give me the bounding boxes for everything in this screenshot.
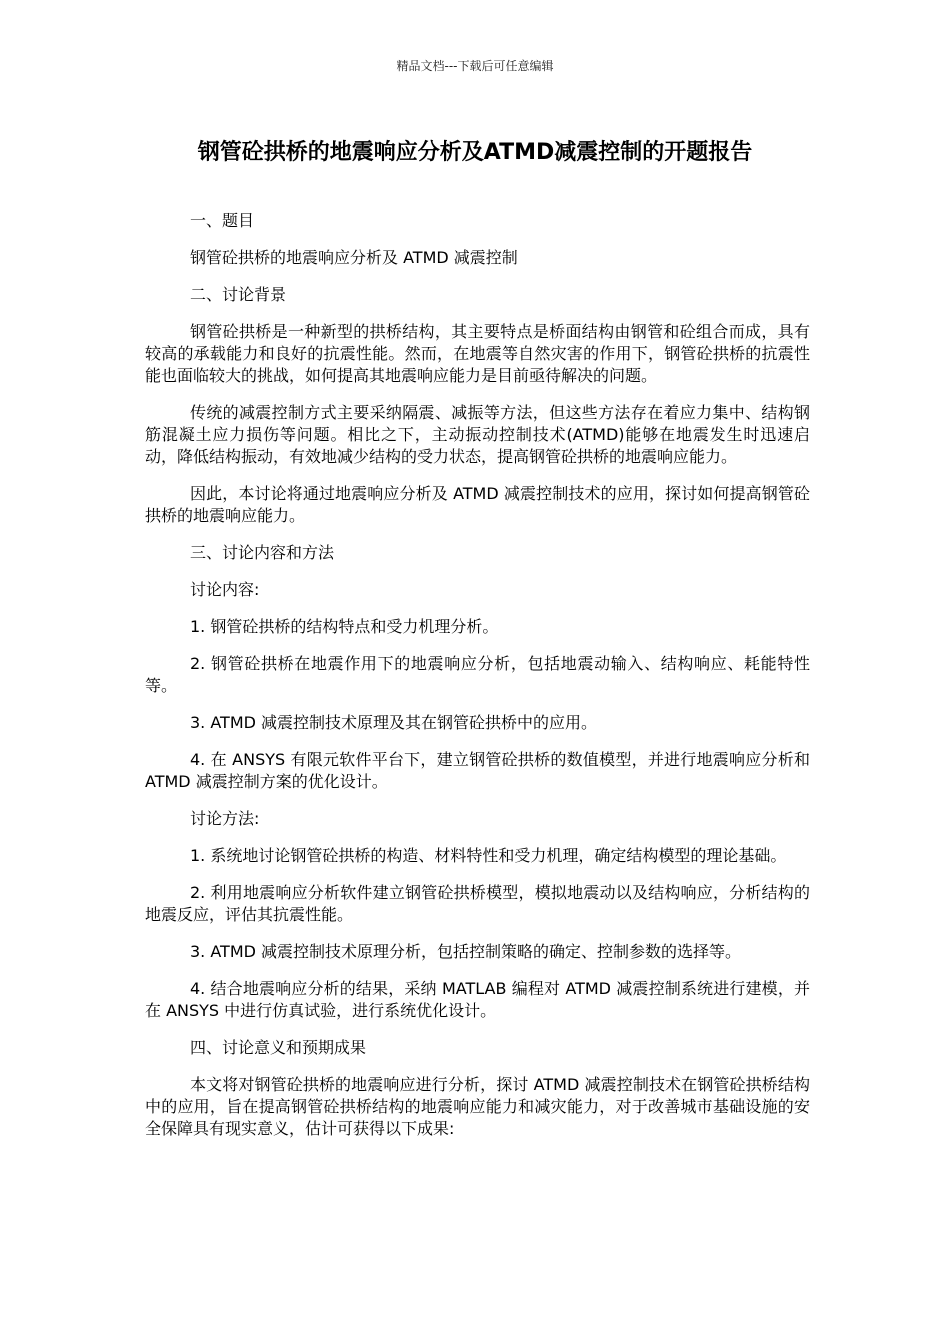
subheading-content: 讨论内容: <box>190 580 260 599</box>
document-title: 钢管砼拱桥的地震响应分析及ATMD减震控制的开题报告 <box>197 140 753 165</box>
section-heading-topic: 一、题目 <box>190 211 255 230</box>
section-heading-significance: 四、讨论意义和预期成果 <box>190 1038 367 1057</box>
content-item: 3. ATMD 减震控制技术原理及其在钢管砼拱桥中的应用。 <box>190 713 598 732</box>
document-body <box>145 210 810 1155</box>
method-item: 2. 利用地震响应分析软件建立钢管砼拱桥模型，模拟地震动以及结构响应，分析结构的地震反应，评估其抗震性能。 <box>145 883 810 924</box>
background-paragraph: 钢管砼拱桥是一种新型的拱桥结构，其主要特点是桥面结构由钢管和砼组合而成，具有较高的承载能力和良好的抗震性能。然而，在地震等自然灾害的作用下，钢管砼拱桥的抗震性能也面临较大的挑战，如何提高其地震响应能力是目前亟待解决的问题。 <box>145 322 810 385</box>
content-item: 4. 在 ANSYS 有限元软件平台下，建立钢管砼拱桥的数值模型，并进行地震响应分析和 ATMD 减震控制方案的优化设计。 <box>145 750 810 791</box>
background-paragraph: 传统的减震控制方式主要采纳隔震、减振等方法，但这些方法存在着应力集中、结构钢筋混凝土应力损伤等问题。相比之下，主动振动控制技术(ATMD)能够在地震发生时迅速启动，降低结构振动，有效地减少结构的受力状态，提高钢管砼拱桥的地震响应能力。 <box>145 403 810 466</box>
background-paragraph: 因此，本讨论将通过地震响应分析及 ATMD 减震控制技术的应用，探讨如何提高钢管砼拱桥的地震响应能力。 <box>145 484 810 525</box>
method-item: 4. 结合地震响应分析的结果，采纳 MATLAB 编程对 ATMD 减震控制系统进行建模，并在 ANSYS 中进行仿真试验，进行系统优化设计。 <box>145 979 810 1020</box>
content-item: 2. 钢管砼拱桥在地震作用下的地震响应分析，包括地震动输入、结构响应、耗能特性等。 <box>145 654 810 695</box>
method-item: 1. 系统地讨论钢管砼拱桥的构造、材料特性和受力机理，确定结构模型的理论基础。 <box>190 846 787 865</box>
topic-text: 钢管砼拱桥的地震响应分析及 ATMD 减震控制 <box>190 248 518 267</box>
method-item: 3. ATMD 减震控制技术原理分析，包括控制策略的确定、控制参数的选择等。 <box>190 942 742 961</box>
section-heading-background: 二、讨论背景 <box>190 285 287 304</box>
significance-paragraph: 本文将对钢管砼拱桥的地震响应进行分析，探讨 ATMD 减震控制技术在钢管砼拱桥结构中的应用，旨在提高钢管砼拱桥结构的地震响应能力和减灾能力，对于改善城市基础设施的安全保障具有现实意义，估计可获得以下成果: <box>145 1075 810 1138</box>
header-note: 精品文档---下载后可任意编辑 <box>396 59 554 73</box>
section-heading-content-methods: 三、讨论内容和方法 <box>190 543 335 562</box>
content-item: 1. 钢管砼拱桥的结构特点和受力机理分析。 <box>190 617 499 636</box>
subheading-methods: 讨论方法: <box>190 809 260 828</box>
